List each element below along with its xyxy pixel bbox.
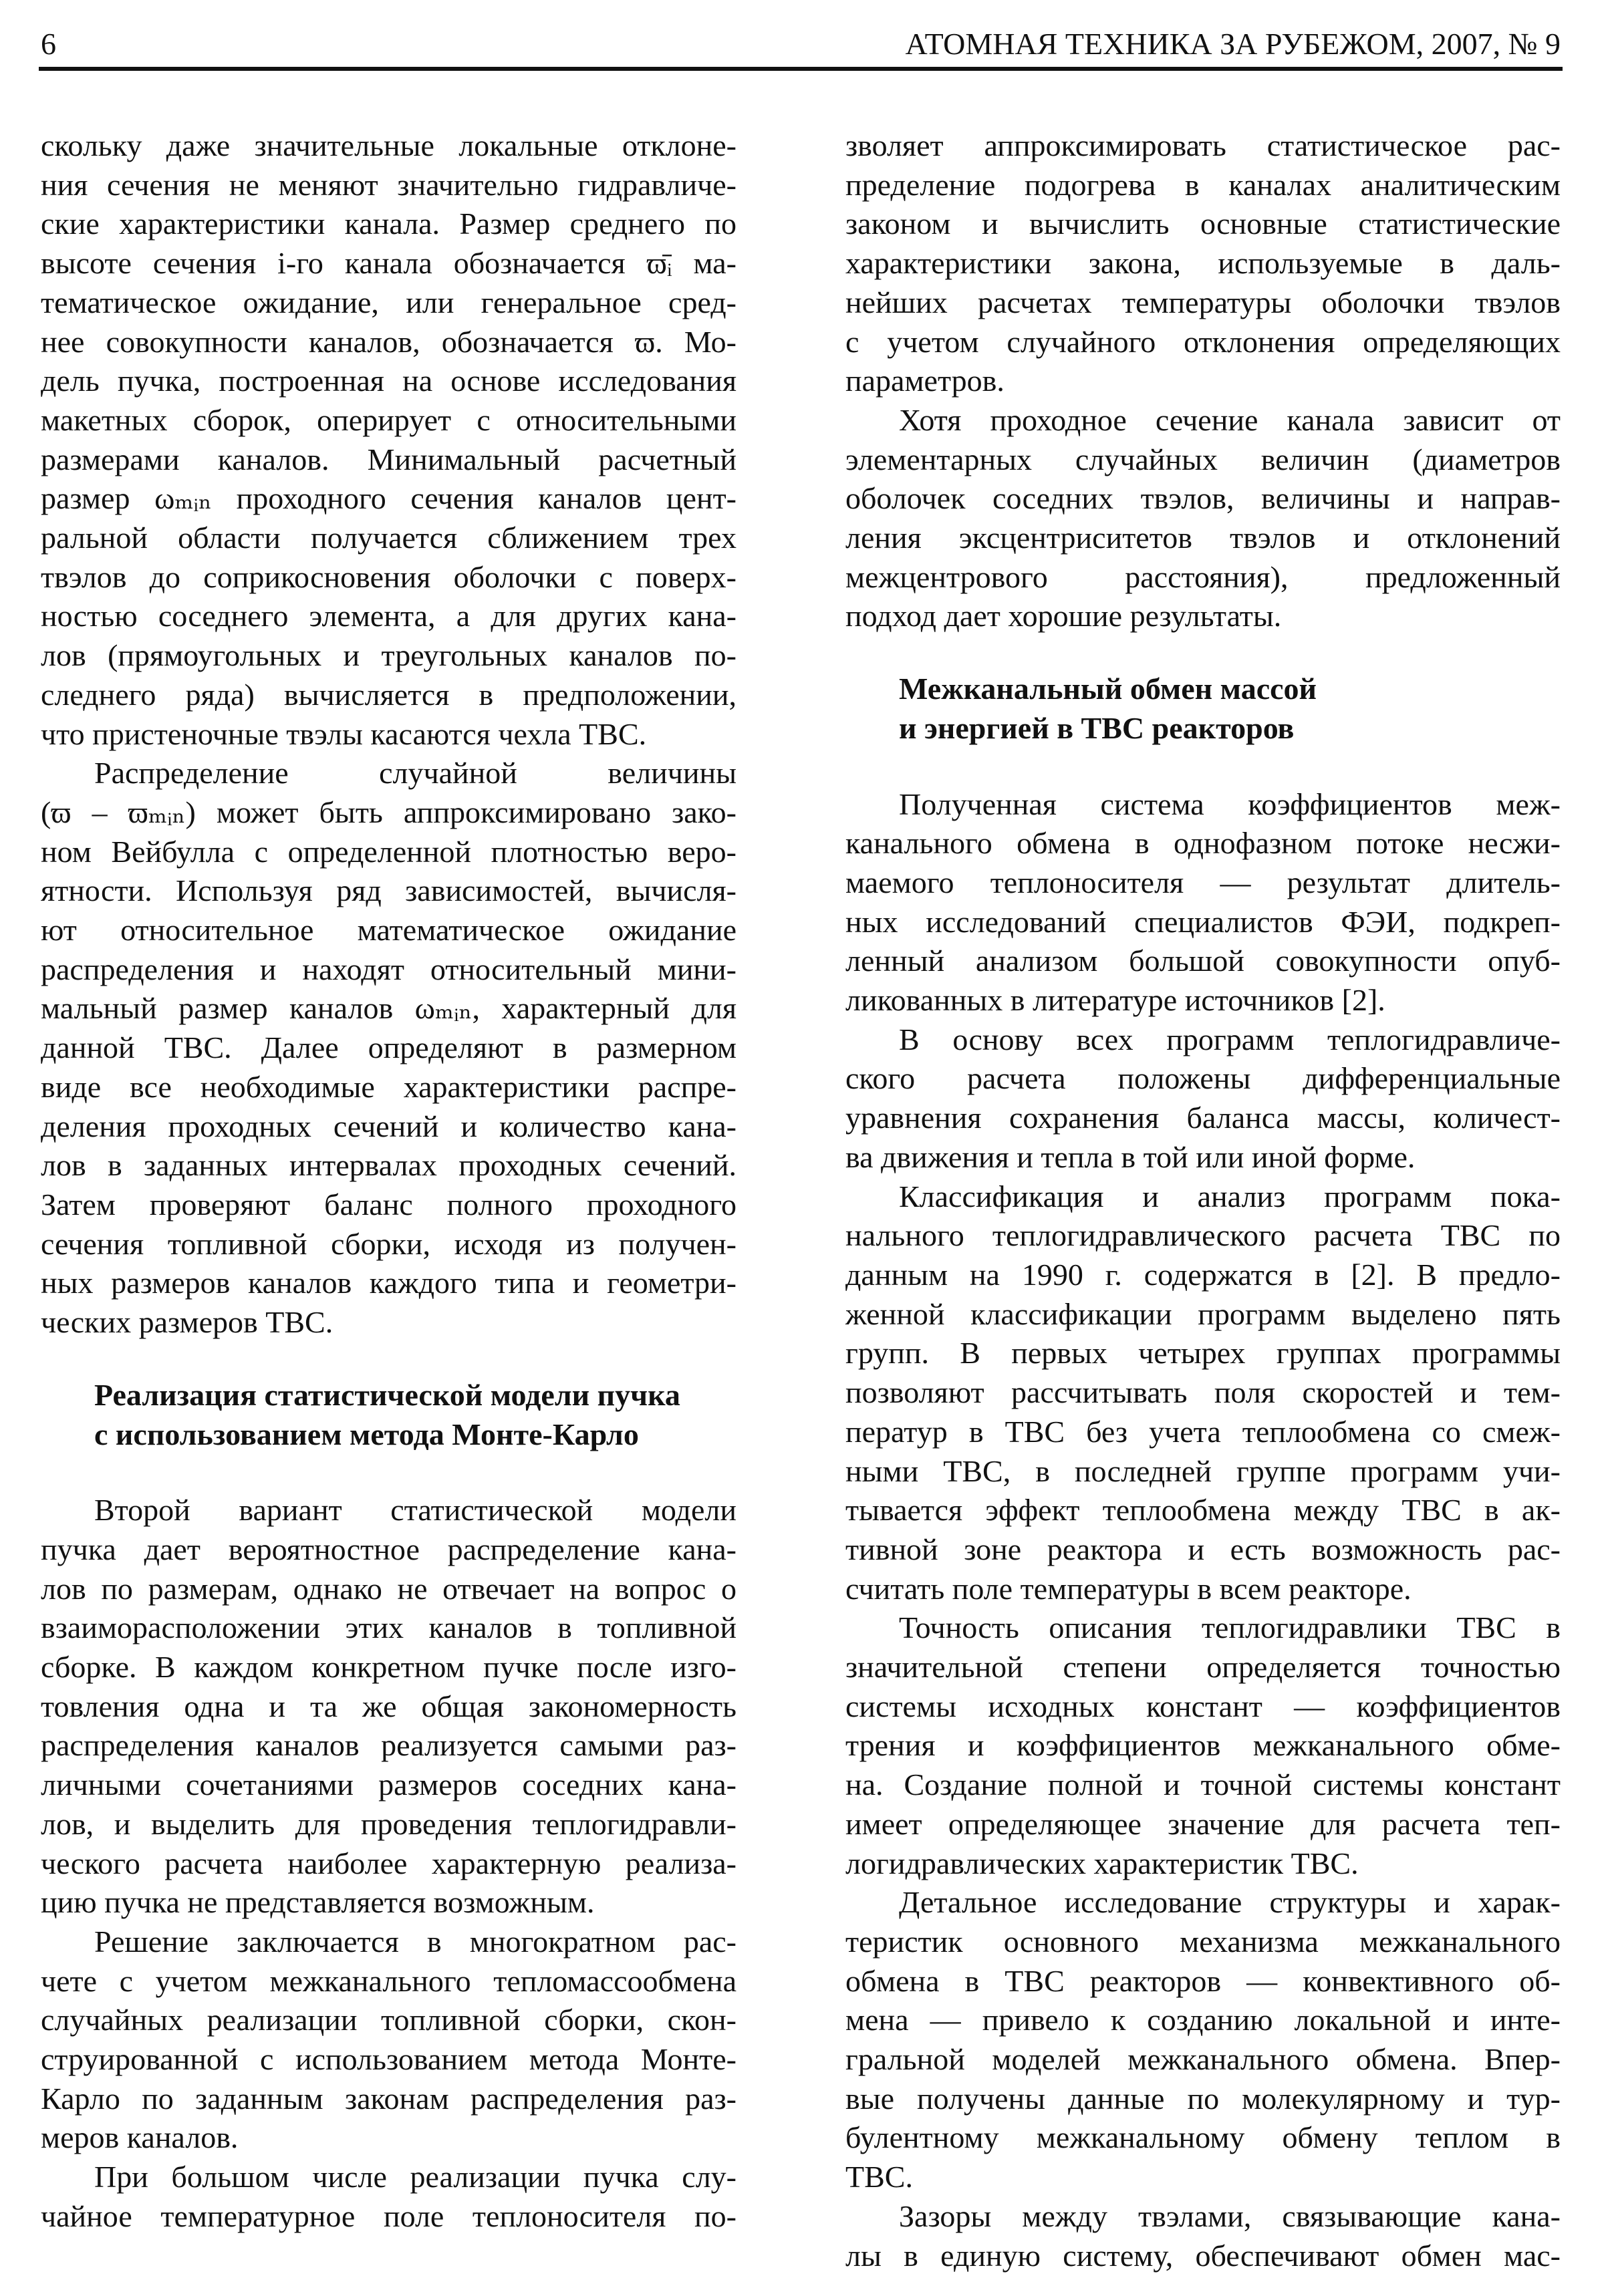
text-line: ятности. Используя ряд зависимостей, вычисля- — [41, 873, 737, 908]
text-line: Полученная система коэффициентов меж- — [899, 786, 1561, 821]
text-line: ческого расчета наиболее характерную реализа- — [41, 1846, 737, 1880]
text-line: уравнения сохранения баланса массы, количест- — [845, 1101, 1561, 1135]
text-line: вые получены данные по молекулярному и тур- — [845, 2081, 1561, 2116]
text-line: лов в заданных интервалах проходных сечений. — [41, 1148, 737, 1183]
text-line: высоте сечения i-го канала обозначается ϖ̄ᵢ ма- — [41, 246, 737, 281]
text-line: взаиморасположении этих каналов в топливной — [41, 1610, 737, 1645]
text-line: Точность описания теплогидравлики ТВС в — [899, 1610, 1561, 1645]
heading-line: с использованием метода Монте-Карло — [94, 1417, 639, 1451]
text-line: скольку даже значительные локальные отклоне- — [41, 128, 737, 162]
text-line: имеет определяющее значение для расчета теп- — [845, 1806, 1561, 1841]
paragraph — [41, 126, 737, 754]
text-line: ские характеристики канала. Размер среднего по — [41, 206, 737, 241]
paragraph — [845, 401, 1561, 636]
text-line: пределение подогрева в каналах аналитическим — [845, 167, 1561, 202]
text-line: товления одна и та же общая закономерность — [41, 1689, 737, 1723]
text-line: ют относительное математическое ожидание — [41, 913, 737, 948]
paragraph — [41, 1922, 737, 2158]
heading-line: и энергией в ТВС реакторов — [899, 710, 1295, 745]
section-heading — [41, 1376, 737, 1454]
text-line: ского расчета положены дифференциальные — [845, 1061, 1561, 1096]
text-line: данной ТВС. Далее определяют в размерном — [41, 1030, 737, 1065]
header-rule — [39, 67, 1563, 71]
right-column — [845, 126, 1561, 2275]
text-line: мальный размер каналов ωₘᵢₙ, характерный для — [41, 991, 737, 1026]
section-heading — [845, 670, 1561, 748]
text-line: маемого теплоносителя — результат длитель- — [845, 865, 1561, 899]
text-line: трения и коэффициентов межканального обме- — [845, 1728, 1561, 1763]
text-line: ностью соседнего элемента, а для других кана- — [41, 599, 737, 633]
paragraph — [41, 1491, 737, 1922]
text-line: ператур в ТВС без учета теплообмена со смеж- — [845, 1414, 1561, 1449]
text-line: элементарных случайных величин (диаметров — [845, 442, 1561, 476]
paragraph — [845, 1177, 1561, 1609]
text-line: Решение заключается в многократном рас- — [94, 1924, 737, 1959]
text-line: ленный анализом большой совокупности опуб- — [845, 944, 1561, 978]
text-line: тематическое ожидание, или генеральное сред- — [41, 285, 737, 319]
text-line: В основу всех программ теплогидравличе- — [899, 1022, 1561, 1056]
text-line: нейших расчетах температуры оболочки твэлов — [845, 285, 1561, 319]
paragraph — [41, 754, 737, 1342]
paragraph — [845, 1608, 1561, 1883]
text-line: чайное температурное поле теплоносителя по- — [41, 2198, 737, 2233]
text-line: виде все необходимые характеристики распре- — [41, 1069, 737, 1104]
text-line: Второй вариант статистической модели — [94, 1493, 737, 1528]
text-line: чете с учетом межканального тепломассообмена — [41, 1963, 737, 1998]
text-line: размер ωₘᵢₙ проходного сечения каналов цент- — [41, 481, 737, 516]
text-line: характеристики закона, используемые в даль- — [845, 246, 1561, 281]
text-line: цию пучка не представляется возможным. — [41, 1885, 595, 1920]
text-line: следнего ряда) вычисляется в предположении, — [41, 677, 737, 712]
text-line: женной классификации программ выделено пять — [845, 1296, 1561, 1331]
text-line: ления эксцентриситетов твэлов и отклонений — [845, 521, 1561, 555]
paragraph — [845, 1883, 1561, 2197]
text-line: сечения топливной сборки, исходя из получен- — [41, 1226, 737, 1261]
text-line: сборке. В каждом конкретном пучке после изго- — [41, 1650, 737, 1685]
text-line: данным на 1990 г. содержатся в [2]. В предло- — [845, 1257, 1561, 1292]
text-line: струированной с использованием метода Монте- — [41, 2042, 737, 2077]
text-line: на. Создание полной и точной системы констант — [845, 1767, 1561, 1802]
text-line: ных исследований специалистов ФЭИ, подкреп- — [845, 904, 1561, 939]
text-line: с учетом случайного отклонения определяющих — [845, 324, 1561, 359]
text-line: позволяют рассчитывать поля скоростей и тем- — [845, 1375, 1561, 1410]
text-line: подход дает хорошие результаты. — [845, 599, 1282, 633]
text-line: (ϖ – ϖₘᵢₙ) может быть аппроксимировано зако- — [41, 795, 737, 829]
text-line: ными ТВС, в последней группе программ учи- — [845, 1453, 1561, 1488]
text-line: макетных сборок, оперирует с относительными — [41, 402, 737, 437]
text-line: дель пучка, построенная на основе исследования — [41, 364, 737, 398]
text-line: ческих размеров ТВС. — [41, 1305, 333, 1340]
text-line: лы в единую систему, обеспечивают обмен мас- — [845, 2238, 1561, 2273]
text-line: ТВС. — [845, 2160, 913, 2194]
text-line: групп. В первых четырех группах программы — [845, 1336, 1561, 1371]
text-line: мена — привело к созданию локальной и инте- — [845, 2003, 1561, 2037]
text-line: твэлов до соприкосновения оболочки с поверх- — [41, 559, 737, 594]
text-line: оболочек соседних твэлов, величины и направ- — [845, 481, 1561, 516]
paragraph — [41, 2158, 737, 2236]
paragraph — [845, 126, 1561, 401]
paragraph — [845, 1020, 1561, 1177]
text-line: Карло по заданным законам распределения раз- — [41, 2081, 737, 2116]
heading-line: Межканальный обмен массой — [899, 672, 1317, 706]
text-line: ном Вейбулла с определенной плотностью веро- — [41, 834, 737, 869]
text-line: ральной области получается сближением трех — [41, 521, 737, 555]
text-line: Детальное исследование структуры и харак- — [899, 1885, 1561, 1920]
text-line: канального обмена в однофазном потоке несжи- — [845, 826, 1561, 861]
text-line: ва движения и тепла в той или иной форме. — [845, 1139, 1416, 1174]
text-line: обмена в ТВС реакторов — конвективного об- — [845, 1963, 1561, 1998]
text-line: распределения каналов реализуется самыми раз- — [41, 1728, 737, 1763]
text-line: меров каналов. — [41, 2120, 239, 2155]
paragraph — [845, 785, 1561, 1020]
text-line: Распределение случайной величины — [94, 756, 737, 791]
text-line: параметров. — [845, 364, 1005, 398]
text-line: ликованных в литературе источников [2]. — [845, 983, 1385, 1018]
text-line: логидравлических характеристик ТВС. — [845, 1846, 1359, 1880]
text-line: При большом числе реализации пучка слу- — [94, 2160, 737, 2194]
left-column — [41, 126, 737, 2237]
paragraph — [845, 2197, 1561, 2275]
text-line: законом и вычислить основные статистические — [845, 206, 1561, 241]
text-line: Классификация и анализ программ пока- — [899, 1179, 1561, 1213]
text-line: считать поле температуры в всем реакторе. — [845, 1571, 1412, 1606]
text-line: Зазоры между твэлами, связывающие кана- — [899, 2198, 1561, 2233]
text-line: зволяет аппроксимировать статистическое рас- — [845, 128, 1561, 162]
heading-line: Реализация статистической модели пучка — [94, 1377, 680, 1412]
text-line: ных размеров каналов каждого типа и геометри- — [41, 1266, 737, 1300]
text-line: лов (прямоугольных и треугольных каналов по- — [41, 638, 737, 673]
text-line: распределения и находят относительный мини- — [41, 952, 737, 986]
text-line: Затем проверяют баланс полного проходного — [41, 1187, 737, 1222]
text-line: Хотя проходное сечение канала зависит от — [899, 402, 1561, 437]
text-line: нального теплогидравлического расчета ТВС по — [845, 1218, 1561, 1253]
text-line: пучка дает вероятностное распределение кана- — [41, 1532, 737, 1566]
text-line: что пристеночные твэлы касаются чехла ТВС. — [41, 716, 647, 751]
text-line: личными сочетаниями размеров соседних кана- — [41, 1767, 737, 1802]
text-line: деления проходных сечений и количество кана- — [41, 1109, 737, 1143]
text-line: лов по размерам, однако не отвечает на вопрос о — [41, 1571, 737, 1606]
text-line: случайных реализации топливной сборки, скон- — [41, 2003, 737, 2037]
text-line: межцентрового расстояния), предложенный — [845, 559, 1561, 594]
text-line: тивной зоне реактора и есть возможность рас- — [845, 1532, 1561, 1566]
text-line: лов, и выделить для проведения теплогидравли- — [41, 1806, 737, 1841]
text-line: тывается эффект теплообмена между ТВС в ак- — [845, 1493, 1561, 1528]
text-line: системы исходных констант — коэффициентов — [845, 1689, 1561, 1723]
text-line: размерами каналов. Минимальный расчетный — [41, 442, 737, 476]
text-line: нее совокупности каналов, обозначается ϖ. Мо- — [41, 324, 737, 359]
text-line: гральной моделей межканального обмена. Впер- — [845, 2042, 1561, 2077]
text-line: ния сечения не меняют значительно гидравличе- — [41, 167, 737, 202]
text-line: булентному межканальному обмену теплом в — [845, 2120, 1561, 2155]
text-line: теристик основного механизма межканального — [845, 1924, 1561, 1959]
page-number: 6 — [41, 27, 56, 61]
journal-title: АТОМНАЯ ТЕХНИКА ЗА РУБЕЖОМ, 2007, № 9 — [905, 27, 1561, 61]
text-line: значительной степени определяется точностью — [845, 1650, 1561, 1685]
